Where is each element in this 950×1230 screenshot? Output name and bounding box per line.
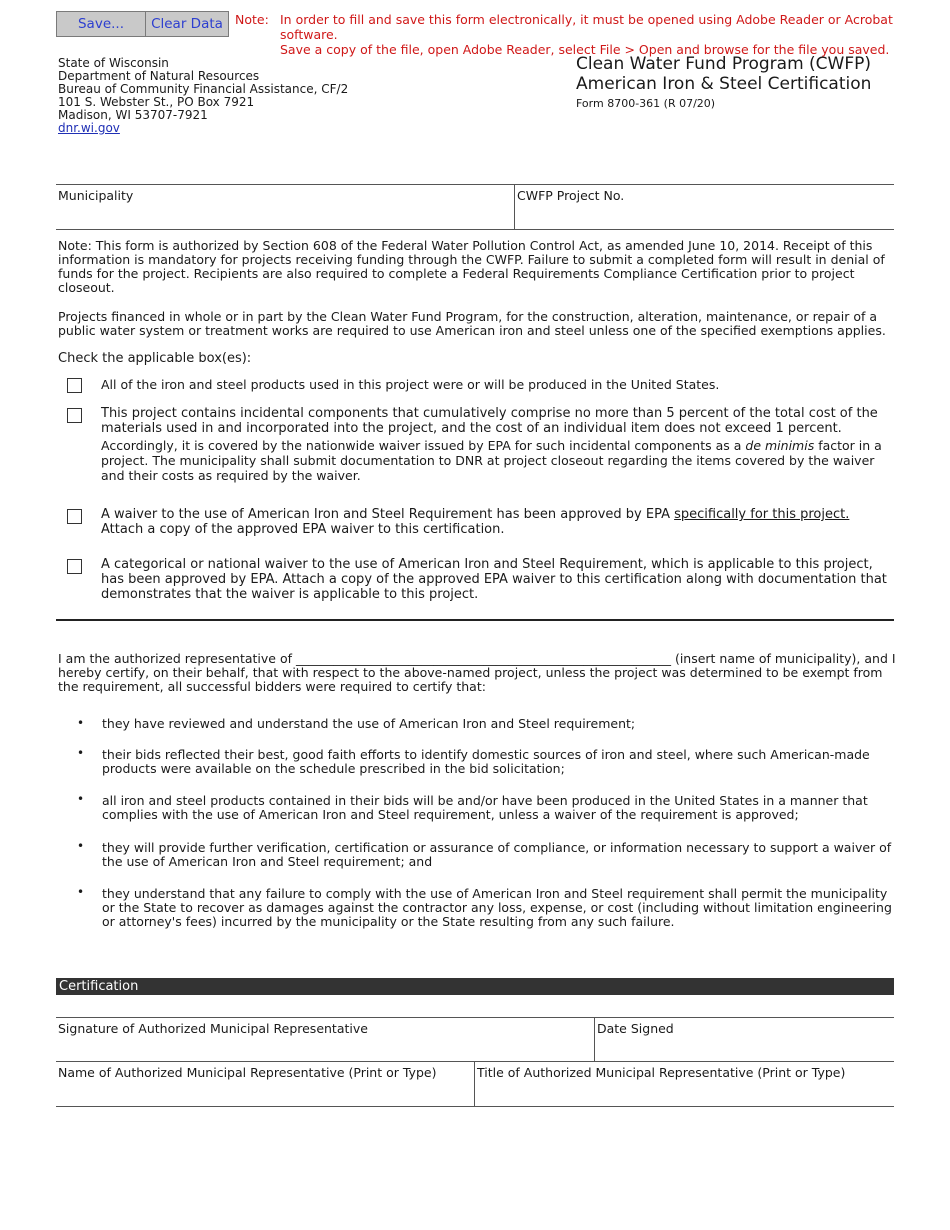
municipality-field[interactable]: Municipality [58, 188, 134, 203]
agency-line-3: Bureau of Community Financial Assistance, CF/2 [58, 82, 349, 96]
field-row-bottom-border [56, 229, 894, 230]
option-3-text-underlined: specifically for this project. [674, 507, 850, 522]
name-row-divider [474, 1061, 475, 1106]
field-row-top-border [56, 184, 894, 185]
option-3-checkbox[interactable] [67, 509, 82, 524]
option-4-text: A categorical or national waiver to the use of American Iron and Steel Requirement, which is applicable to this project, has been approved by EPA. Attach a copy of the approved EPA waiver to this certification along with documentation that demonstrates that the waiver is applicable to this project. [101, 557, 887, 602]
field-row-divider [514, 184, 515, 230]
intro-paragraph: Projects financed in whole or in part by the Clean Water Fund Program, for the construction, alteration, maintenance, or repair of a public water system or treatment works are required to use American iron and steel unless one of the specified exemptions applies. [58, 309, 886, 338]
certification-statement: I am the authorized representative of ____________________________________________________________ (insert name of municipality), and I hereby certify, on their behalf, that with respect to the above-named project, unless the project was determined to be exempt from the requirement, all successful bidders were required to certify that: [58, 651, 896, 694]
option-2-text-b [101, 438, 891, 483]
certification-header: Certification [56, 978, 894, 995]
agency-address [58, 57, 348, 135]
notice-label: Note: [235, 12, 269, 27]
form-title [576, 54, 871, 94]
form-number: Form 8700-361 (R 07/20) [576, 97, 716, 110]
bullet-3-text: all iron and steel products contained in their bids will be and/or have been produced in the United States in a manner that complies with the use of American Iron and Steel requirement, unless a waiver of the requirement is approved; [102, 793, 868, 822]
signature-row-top-border [56, 1017, 894, 1018]
option-1-text: All of the iron and steel products used in this project were or will be produced in the United States. [101, 377, 720, 392]
option-2-text-a: This project contains incidental components that cumulatively comprise no more than 5 percent of the total cost of the materials used in and incorporated into the project, and the cost of an individual item does not exceed 1 percent. [101, 406, 878, 436]
bullet-4-glyph: • [77, 839, 85, 853]
representative-title-field[interactable]: Title of Authorized Municipal Representative (Print or Type) [477, 1065, 846, 1080]
intro-note-label: Note: [58, 238, 92, 253]
signature-row-divider [594, 1017, 595, 1061]
name-row-bottom-border [56, 1106, 894, 1107]
form-title-line-2: American Iron & Steel Certification [576, 74, 872, 94]
bullet-5-text: they understand that any failure to comply with the use of American Iron and Steel requirement shall permit the municipality or the State to recover as damages against the contractor any loss, expense, or cost (including without limitation engineering or attorney's fees) incurred by the municipality or the State resulting from any such failure. [102, 886, 892, 929]
intro-note [58, 239, 896, 295]
agency-website-link[interactable]: dnr.wi.gov [58, 121, 120, 135]
option-3-text-pre: A waiver to the use of American Iron and Steel Requirement has been approved by EPA [101, 507, 675, 522]
option-2-text-b-post: factor in a project. The municipality shall submit documentation to DNR at project closeout regarding the items covered by the waiver and their costs as required by the waiver. [101, 438, 882, 483]
date-signed-field[interactable]: Date Signed [597, 1021, 674, 1036]
option-2-checkbox[interactable] [67, 408, 82, 423]
representative-name-field[interactable]: Name of Authorized Municipal Representative (Print or Type) [58, 1065, 437, 1080]
section-divider [56, 619, 894, 621]
bullet-5-glyph: • [77, 885, 85, 899]
option-3-text-post: Attach a copy of the approved EPA waiver to this certification. [101, 522, 505, 537]
signature-row-bottom-border [56, 1061, 894, 1062]
bullet-2-glyph: • [77, 746, 85, 760]
bullet-4-text: they will provide further verification, certification or assurance of compliance, or information necessary to support a waiver of the use of American Iron and Steel requirement; and [102, 840, 892, 869]
bullet-3-glyph: • [77, 792, 85, 806]
check-applicable-label: Check the applicable box(es): [58, 351, 252, 366]
agency-line-4: 101 S. Webster St., PO Box 7921 [58, 95, 255, 109]
agency-line-2: Department of Natural Resources [58, 69, 260, 83]
signature-field[interactable]: Signature of Authorized Municipal Representative [58, 1021, 368, 1036]
notice-line-2: Save a copy of the file, open Adobe Reader, select File > Open and browse for the file you saved. [280, 42, 890, 57]
intro-note-text: This form is authorized by Section 608 of the Federal Water Pollution Control Act, as amended June 10, 2014. Receipt of this information is mandatory for projects receiving funding through the CWFP. Failure to submit a completed form will result in denial of funds for the project. Recipients are also required to complete a Federal Requirements Compliance Certification prior to project closeout. [58, 238, 885, 295]
notice-line-1: In order to fill and save this form electronically, it must be opened using Adobe Reader or Acrobat software. [280, 12, 893, 42]
option-2-text-b-em: de minimis [745, 438, 815, 453]
notice-text [280, 12, 930, 57]
clear-data-button[interactable]: Clear Data [145, 11, 229, 37]
option-1-checkbox[interactable] [67, 378, 82, 393]
project-number-field[interactable]: CWFP Project No. [517, 188, 625, 203]
agency-line-5: Madison, WI 53707-7921 [58, 108, 208, 122]
bullet-1-glyph: • [77, 716, 85, 730]
option-3-text [101, 507, 891, 537]
option-2-text-b-pre: Accordingly, it is covered by the nationwide waiver issued by EPA for such incidental components as a [101, 438, 746, 453]
bullet-1-text: they have reviewed and understand the use of American Iron and Steel requirement; [102, 716, 636, 731]
save-button[interactable]: Save... [56, 11, 146, 37]
form-title-line-1: Clean Water Fund Program (CWFP) [576, 54, 872, 74]
option-4-checkbox[interactable] [67, 559, 82, 574]
bullet-2-text: their bids reflected their best, good faith efforts to identify domestic sources of iron and steel, where such American-made products were available on the schedule prescribed in the bid solicitation; [102, 747, 870, 776]
agency-line-1: State of Wisconsin [58, 56, 169, 70]
